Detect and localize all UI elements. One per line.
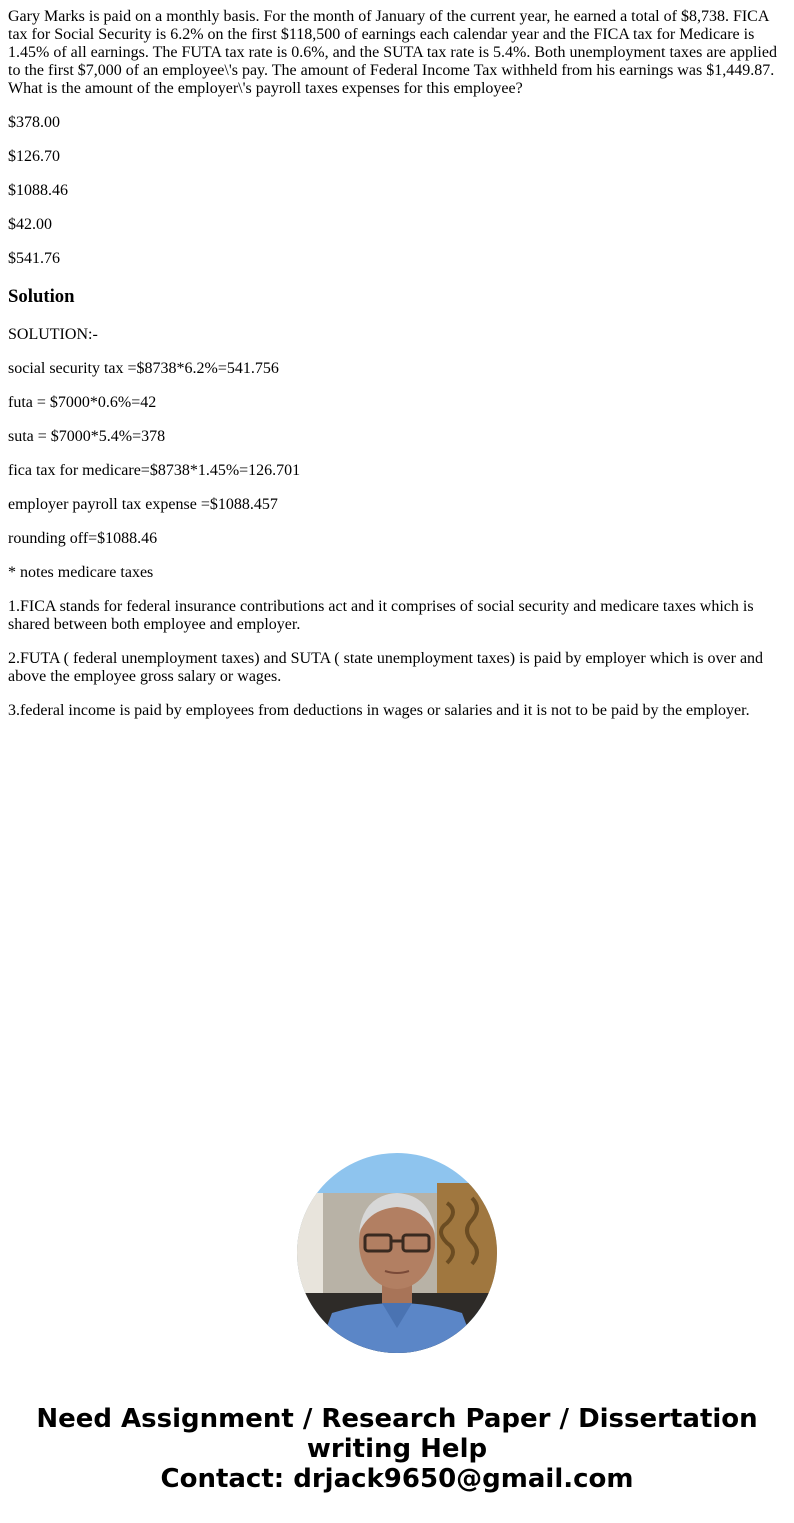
banner-line: Need Assignment / Research Paper / Dissertation	[36, 1404, 758, 1434]
answer-option: $541.76	[8, 250, 60, 267]
answer-option: $1088.46	[8, 182, 68, 199]
solution-heading: Solution	[8, 286, 75, 307]
banner-line: writing Help	[306, 1434, 488, 1464]
solution-note: 3.federal income is paid by employees from deductions in wages or salaries and it is not to be paid by the employer.	[8, 702, 750, 719]
solution-line: * notes medicare taxes	[8, 564, 154, 581]
solution-note: 1.FICA stands for federal insurance contributions act and it comprises of social security and medicare taxes which is shared between both employee and employer.	[8, 598, 754, 633]
solution-line: social security tax =$8738*6.2%=541.756	[8, 360, 279, 377]
contact-banner	[0, 1404, 794, 1494]
solution-line: suta = $7000*5.4%=378	[8, 428, 166, 445]
document-body	[8, 8, 786, 736]
solution-line: rounding off=$1088.46	[8, 530, 158, 547]
author-avatar	[297, 1153, 497, 1353]
solution-line: fica tax for medicare=$8738*1.45%=126.701	[8, 462, 301, 479]
question-text: Gary Marks is paid on a monthly basis. For the month of January of the current year, he earned a total of $8,738. FICA tax for Social Security is 6.2% on the first $118,500 of earnings each calendar year and the FICA tax for Medicare is 1.45% of all earnings. The FUTA tax rate is 0.6%, and the SUTA tax rate is 5.4%. Both unemployment taxes are applied to the first $7,000 of an employee\'s pay. The amount of Federal Income Tax withheld from his earnings was $1,449.87. What is the amount of the employer\'s payroll taxes expenses for this employee?	[8, 8, 777, 97]
contact-email: Contact: drjack9650@gmail.com	[160, 1464, 634, 1494]
answer-option: $42.00	[8, 216, 52, 233]
author-portrait	[297, 1153, 497, 1353]
solution-line: employer payroll tax expense =$1088.457	[8, 496, 278, 513]
solution-line: SOLUTION:-	[8, 326, 98, 343]
solution-line: futa = $7000*0.6%=42	[8, 394, 157, 411]
answer-option: $126.70	[8, 148, 60, 165]
solution-note: 2.FUTA ( federal unemployment taxes) and SUTA ( state unemployment taxes) is paid by employer which is over and above the employee gross salary or wages.	[8, 650, 764, 685]
answer-option: $378.00	[8, 114, 60, 131]
